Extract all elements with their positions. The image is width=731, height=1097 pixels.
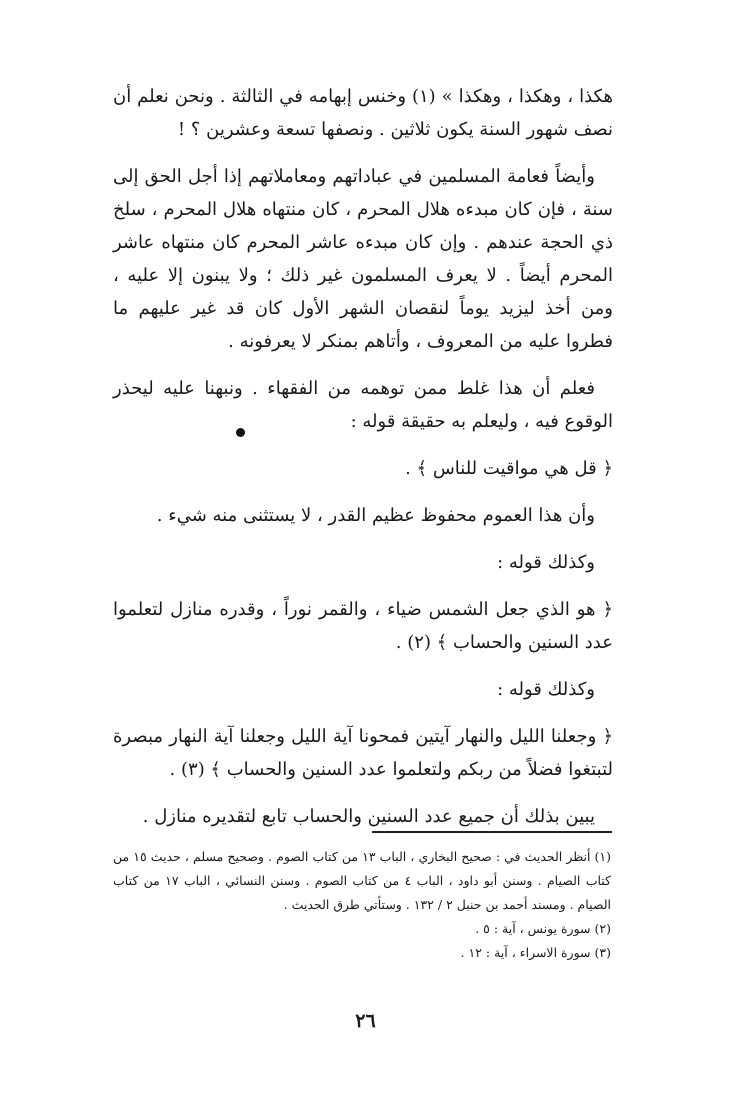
page-number: ٢٦ bbox=[355, 1010, 376, 1032]
footnote-2: (٢) سورة يونس ، آية : ٥ . bbox=[475, 921, 611, 936]
paragraph-3: فعلم أن هذا غلط ممن توهمه من الفقهاء . ونبهنا عليه ليحذر الوقوع فيه ، وليعلم به حقيقة قوله : bbox=[113, 378, 613, 432]
paragraph-5: وكذلك قوله : bbox=[497, 552, 595, 573]
paragraph-6: وكذلك قوله : bbox=[497, 679, 595, 700]
paragraph-4: وأن هذا العموم محفوظ عظيم القدر ، لا يستثنى منه شيء . bbox=[156, 505, 595, 526]
ink-dot bbox=[236, 428, 245, 437]
footnote-divider bbox=[372, 831, 612, 833]
footnote-3: (٣) سورة الاسراء ، آية : ١٢ . bbox=[460, 945, 611, 960]
quran-verse-1: ﴿ قل هي مواقيت للناس ﴾ . bbox=[405, 458, 613, 479]
quran-verse-2: ﴿ هو الذي جعل الشمس ضياء ، والقمر نوراً ، وقدره منازل لتعلموا عدد السنين والحساب ﴾ (٢) . bbox=[113, 599, 613, 653]
footnote-1: (١) أنظر الحديث في : صحيح البخاري ، الباب ١٣ من كتاب الصوم . وصحيح مسلم ، حديث ١٥ من كتاب الصيام . وسنن أبو داود ، الباب ٤ من كتاب الصوم . وسنن النسائي ، الباب ١٧ من كتاب الصيام . ومسند أحمد بن حنبل ٢ / ١٣٢ . وستأتي طرق الحديث . bbox=[113, 849, 612, 912]
paragraph-2: وأيضاً فعامة المسلمين في عباداتهم ومعاملاتهم إذا أجل الحق إلى سنة ، فإن كان مبدءه هلال المحرم ، كان منتهاه هلال المحرم ، سلخ ذي الحجة عندهم . وإن كان مبدءه عاشر المحرم كان منتهاه عاشر المحرم أيضاً . لا يعرف المسلمون غير ذلك ؛ ولا يبنون إلا عليه ، ومن أخذ ليزيد يوماً لنقصان الشهر الأول كان قد غير عليهم ما فطروا عليه من المعروف ، وأتاهم بمنكر لا يعرفونه . bbox=[113, 166, 613, 352]
quran-verse-3: ﴿ وجعلنا الليل والنهار آيتين فمحونا آية الليل وجعلنا آية النهار مبصرة لتبتغوا فضلاً من ربكم ولتعلموا عدد السنين والحساب ﴾ (٣) . bbox=[113, 726, 613, 780]
main-text bbox=[113, 80, 613, 847]
footnotes bbox=[113, 845, 611, 965]
paragraph-7: يبين بذلك أن جميع عدد السنين والحساب تابع لتقديره منازل . bbox=[142, 806, 595, 827]
paragraph-1: هكذا ، وهكذا ، وهكذا » (١) وخنس إبهامه في الثالثة . ونحن نعلم أن نصف شهور السنة يكون ثلاثين . ونصفها تسعة وعشرين ؟ ! bbox=[113, 86, 613, 140]
